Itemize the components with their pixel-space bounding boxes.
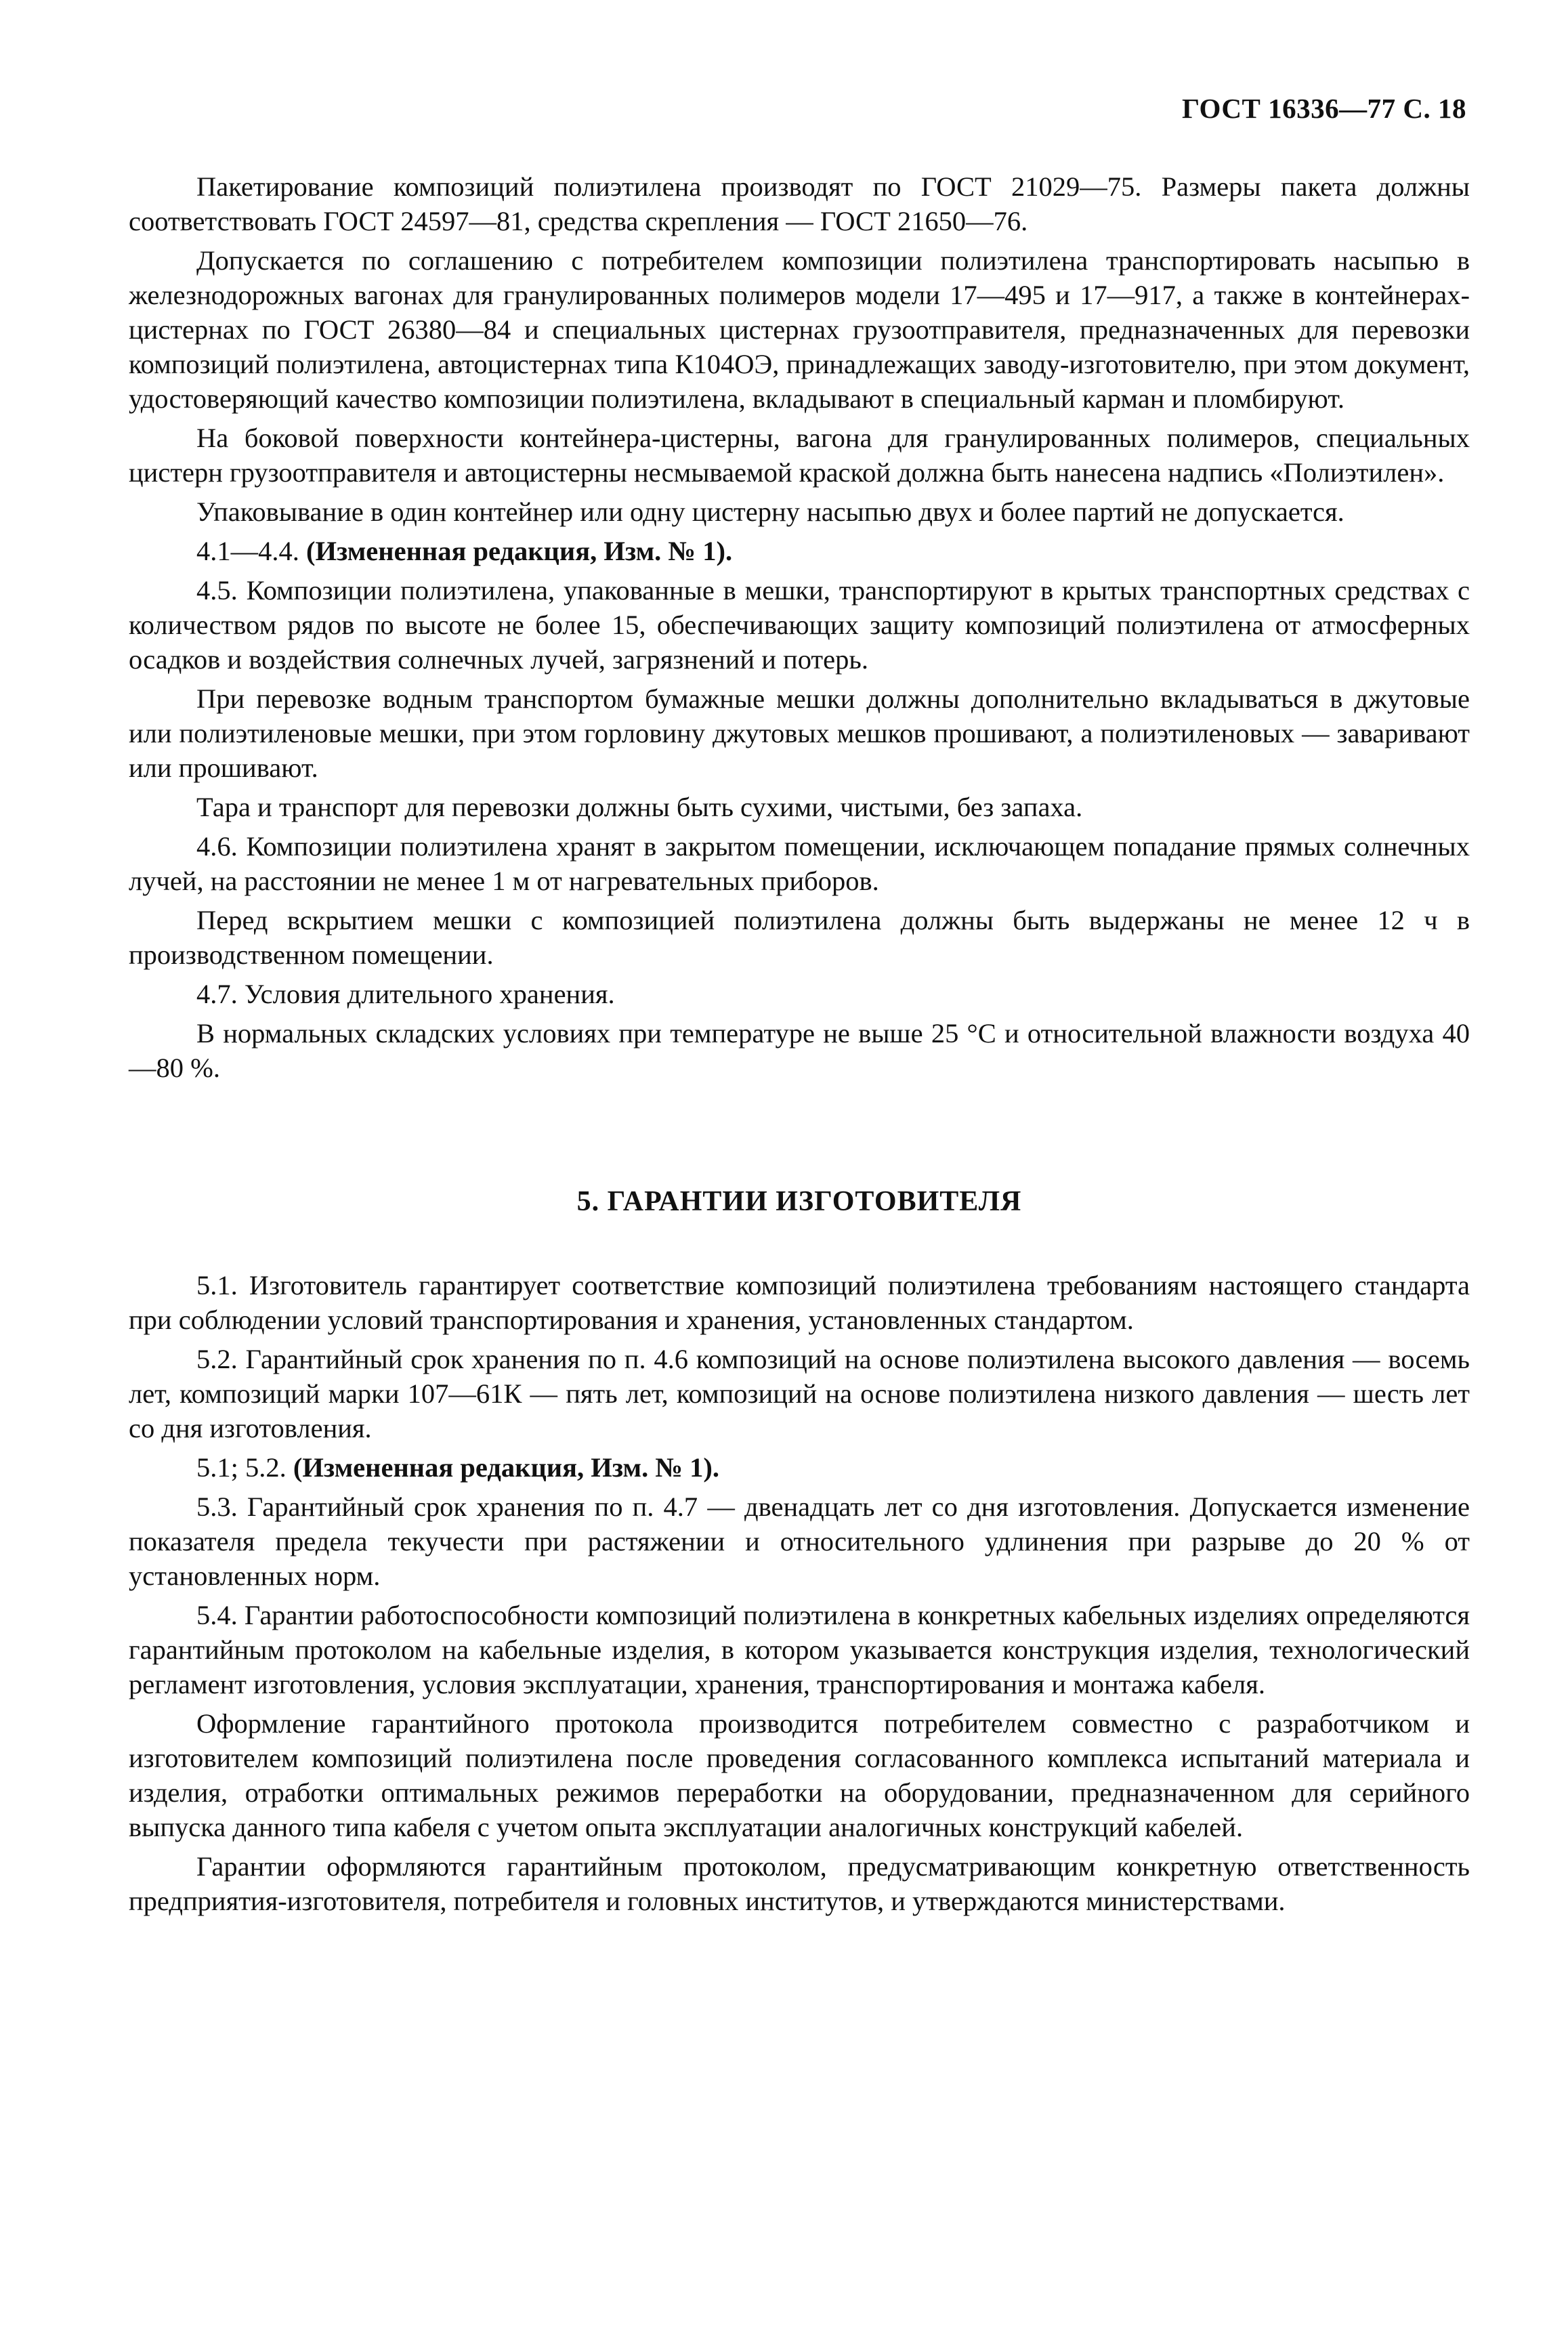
paragraph: 4.5. Композиции полиэтилена, упакованные в мешки, транспортируют в крытых транспортных средствах с количеством рядов по высоте не более 15, обеспечивающих защиту композиций полиэтилена от атмосферных осадков и воздействия солнечных лучей, загрязнений и потерь.: [129, 575, 1470, 675]
paragraph: Допускается по соглашению с потребителем композиции полиэтилена транспортировать насыпью в железнодорожных вагонах для гранулированных полимеров модели 17—495 и 17—917, а также в контейнерах-цистернах по ГОСТ 26380—84 и специальных цистернах грузоотправителя, предназначенных для перевозки композиций полиэтилена, автоцистернах типа К104ОЭ, принадлежащих заводу-изготовителю, при этом документ, удостоверяющий качество композиции полиэтилена, вкладывают в специальный карман и пломбируют.: [129, 245, 1470, 414]
revision-note: [129, 534, 1470, 568]
revision-label: (Измененная редакция, Изм. № 1).: [306, 536, 733, 566]
page-header: ГОСТ 16336—77 С. 18: [1181, 93, 1466, 124]
paragraph: На боковой поверхности контейнера-цистерны, вагона для гранулированных полимеров, специальных цистерн грузоотправителя и автоцистерны несмываемой краской должна быть нанесена надпись «Полиэтилен».: [129, 423, 1470, 488]
paragraph: При перевозке водным транспортом бумажные мешки должны дополнительно вкладываться в джутовые или полиэтиленовые мешки, при этом горловину джутовых мешков прошивают, а полиэтиленовых — заваривают или прошивают.: [129, 683, 1470, 783]
paragraph: Гарантии оформляются гарантийным протоколом, предусматривающим конкретную ответственность предприятия-изготовителя, потребителя и головных институтов, и утверждаются министерствами.: [129, 1851, 1470, 1916]
paragraph: 5.2. Гарантийный срок хранения по п. 4.6 композиций на основе полиэтилена высокого давления — восемь лет, композиций марки 107—61К — пять лет, композиций на основе полиэтилена низкого давления — шесть лет со дня изготовления.: [129, 1344, 1470, 1443]
revision-note: [129, 1450, 1470, 1485]
paragraph: Упаковывание в один контейнер или одну цистерну насыпью двух и более партий не допускается.: [196, 496, 1344, 527]
paragraph: Оформление гарантийного протокола производится потребителем совместно с разработчиком и изготовителем композиций полиэтилена после проведения согласованного комплекса испытаний материала и изделия, отработки оптимальных режимов переработки на оборудовании, предназначенном для серийного выпуска данного типа кабеля с учетом опыта эксплуатации аналогичных конструкций кабелей.: [129, 1708, 1470, 1842]
paragraph: Пакетирование композиций полиэтилена производят по ГОСТ 21029—75. Размеры пакета должны соответствовать ГОСТ 24597—81, средства скрепления — ГОСТ 21650—76.: [129, 171, 1470, 236]
revision-label: (Измененная редакция, Изм. № 1).: [293, 1452, 720, 1483]
paragraph: В нормальных складских условиях при температуре не выше 25 °С и относительной влажности воздуха 40—80 %.: [129, 1018, 1470, 1083]
paragraph: 5.3. Гарантийный срок хранения по п. 4.7 — двенадцать лет со дня изготовления. Допускается изменение показателя предела текучести при растяжении и относительного удлинения при разрыве до 20 % от установленных норм.: [129, 1491, 1470, 1591]
paragraph: 4.6. Композиции полиэтилена хранят в закрытом помещении, исключающем попадание прямых солнечных лучей, на расстоянии не менее 1 м от нагревательных приборов.: [129, 831, 1470, 896]
section-4-text: [129, 169, 1470, 1090]
paragraph: 5.4. Гарантии работоспособности композиций полиэтилена в конкретных кабельных изделиях определяются гарантийным протоколом на кабельные изделия, в котором указывается конструкция изделия, технологический регламент изготовления, условия эксплуатации, хранения, транспортирования и монтажа кабеля.: [129, 1600, 1470, 1699]
paragraph: Тара и транспорт для перевозки должны быть сухими, чистыми, без запаха.: [196, 792, 1083, 822]
section-5-text: [129, 1268, 1470, 1923]
revision-ref: 5.1; 5.2.: [196, 1452, 287, 1483]
paragraph: Перед вскрытием мешки с композицией полиэтилена должны быть выдержаны не менее 12 ч в производственном помещении.: [129, 905, 1470, 970]
paragraph: 5.1. Изготовитель гарантирует соответствие композиций полиэтилена требованиям настоящего стандарта при соблюдении условий транспортирования и хранения, установленных стандартом.: [129, 1270, 1470, 1335]
paragraph: 4.7. Условия длительного хранения.: [196, 979, 615, 1009]
revision-ref: 4.1—4.4.: [196, 536, 299, 566]
section-title: 5. ГАРАНТИИ ИЗГОТОВИТЕЛЯ: [576, 1186, 1022, 1217]
